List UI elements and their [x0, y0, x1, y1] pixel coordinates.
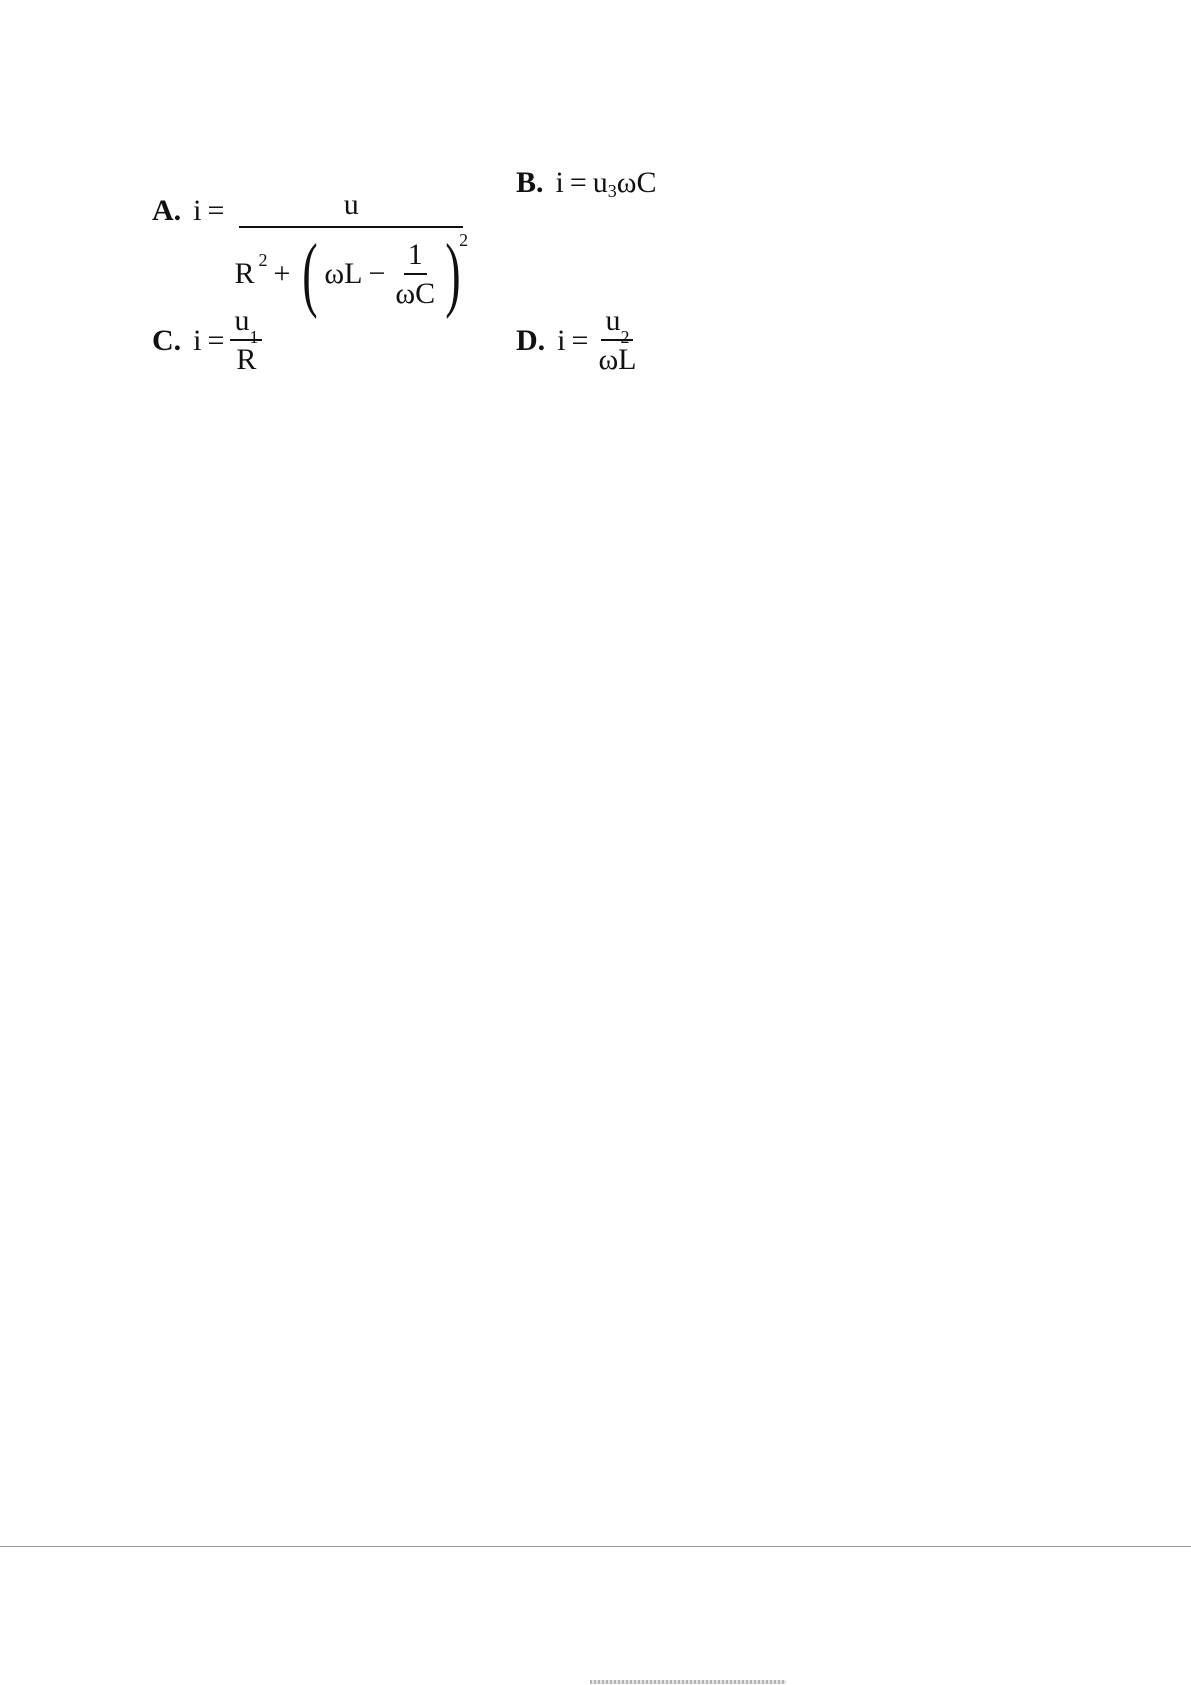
option-a-denominator: R $^2$ + ( ωL − $\frac{1}{\omega C}$ ) $^2$	[234, 227, 469, 320]
option-d-label: D.	[516, 323, 546, 357]
left-paren: (	[302, 227, 319, 320]
option-d-denominator: ωL	[598, 343, 637, 376]
option-a-label: A.	[152, 194, 182, 227]
option-a-equals: =	[207, 194, 225, 227]
option-b-u: u	[592, 166, 608, 199]
option-b-label: B.	[516, 166, 544, 199]
option-b: B. i = u $_3$ ωC	[516, 166, 657, 201]
option-c-denominator: R	[236, 343, 257, 376]
option-c-fraction	[230, 306, 262, 375]
option-a	[152, 148, 472, 320]
option-c-lhs: i	[193, 323, 202, 357]
option-d	[516, 306, 641, 375]
option-c	[152, 306, 262, 375]
option-a-fraction	[230, 188, 472, 320]
option-d-fraction	[594, 306, 640, 375]
option-a-inner-fraction: $\frac{1}{\omega C}$	[395, 237, 436, 310]
option-d-numerator: $u_2$	[601, 306, 633, 341]
option-d-lhs: i	[557, 323, 566, 357]
option-b-tail: ωC	[616, 166, 657, 199]
option-c-label: C.	[152, 323, 182, 357]
option-a-paren-group: ( ωL − $\frac{1}{\omega C}$ ) $^2$	[302, 227, 469, 320]
right-paren: )	[445, 227, 461, 320]
option-b-equals: =	[569, 166, 587, 199]
option-c-numerator: $u_1$	[230, 306, 262, 341]
footer-divider	[0, 1546, 1191, 1547]
option-a-lhs: i	[193, 194, 202, 227]
option-d-equals: =	[571, 323, 589, 357]
option-b-lhs: i	[555, 166, 564, 199]
option-c-equals: =	[207, 323, 225, 357]
option-a-numerator: u	[239, 190, 463, 228]
bottom-strip	[590, 1680, 786, 1684]
